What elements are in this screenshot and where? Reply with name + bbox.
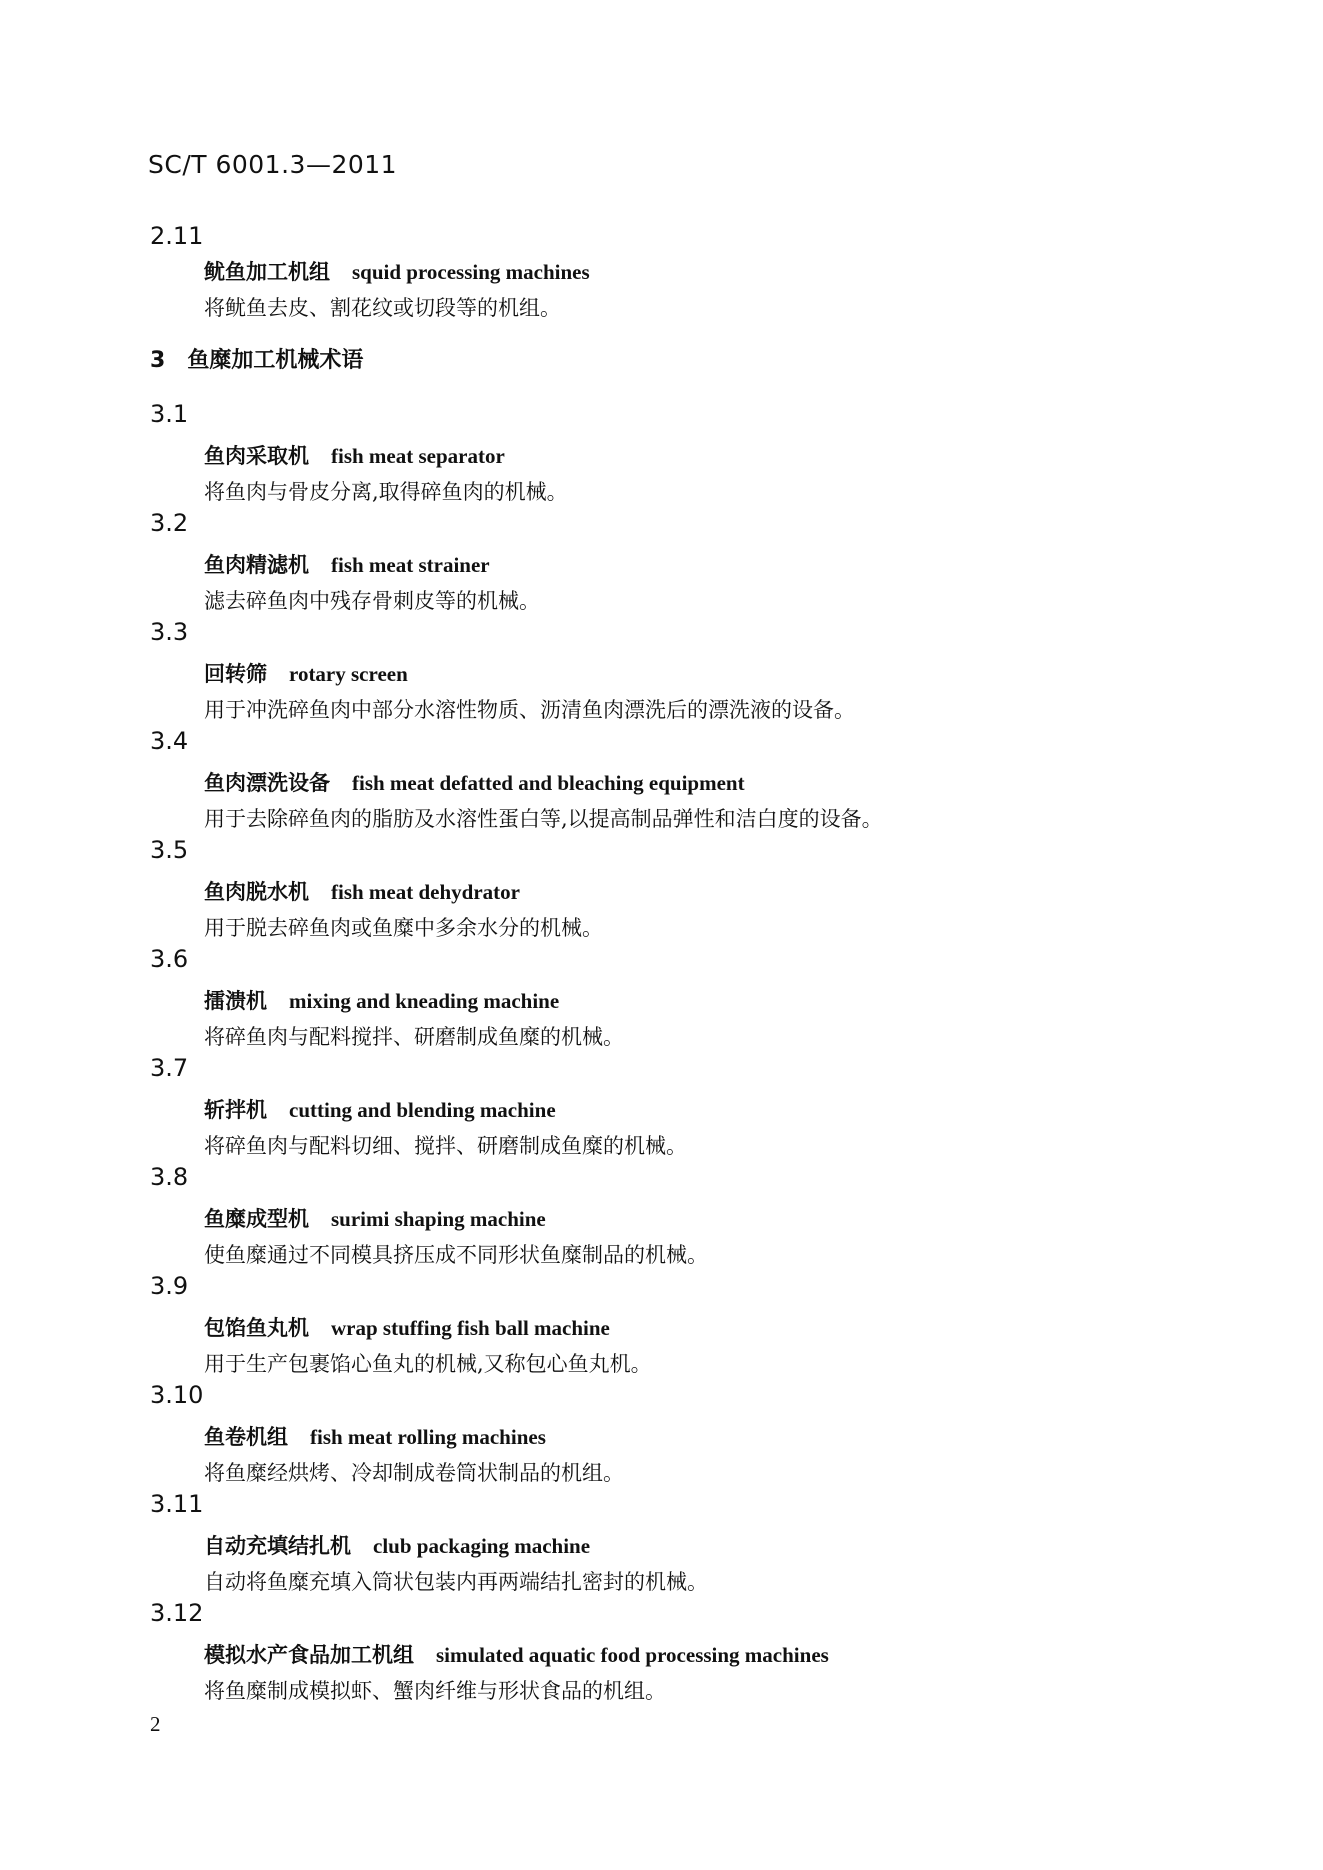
term-english: wrap stuffing fish ball machine [331, 1316, 610, 1340]
term-chinese: 模拟水产食品加工机组 [204, 1643, 414, 1667]
term-definition: 滤去碎鱼肉中残存骨刺皮等的机械。 [204, 589, 540, 613]
term-chinese: 鱼肉采取机 [204, 444, 309, 468]
term-title [204, 767, 745, 797]
term-title [204, 256, 590, 286]
term-chinese: 鱿鱼加工机组 [204, 260, 330, 284]
term-title [204, 1312, 610, 1342]
term-number: 3.7 [150, 1054, 189, 1082]
term-english: rotary screen [289, 662, 408, 686]
term-number: 3.10 [150, 1381, 204, 1409]
section-number: 3 [150, 348, 166, 373]
term-chinese: 鱼肉脱水机 [204, 880, 309, 904]
term-title [204, 1203, 546, 1233]
term-number: 3.9 [150, 1272, 189, 1300]
term-definition: 使鱼糜通过不同模具挤压成不同形状鱼糜制品的机械。 [204, 1243, 708, 1267]
term-english: fish meat defatted and bleaching equipment [352, 771, 745, 795]
term-definition: 将鱼肉与骨皮分离,取得碎鱼肉的机械。 [204, 480, 568, 504]
term-number: 3.5 [150, 836, 189, 864]
term-definition: 用于脱去碎鱼肉或鱼糜中多余水分的机械。 [204, 916, 603, 940]
term-title [204, 658, 408, 688]
term-english: fish meat separator [331, 444, 505, 468]
term-english: fish meat strainer [331, 553, 490, 577]
term-chinese: 鱼卷机组 [204, 1425, 288, 1449]
term-title [204, 440, 505, 470]
term-number: 3.1 [150, 400, 189, 428]
term-chinese: 包馅鱼丸机 [204, 1316, 309, 1340]
term-number: 3.8 [150, 1163, 189, 1191]
term-english: fish meat rolling machines [310, 1425, 546, 1449]
term-number: 3.4 [150, 727, 189, 755]
term-english: squid processing machines [352, 260, 590, 284]
term-chinese: 鱼肉漂洗设备 [204, 771, 330, 795]
term-title [204, 549, 490, 579]
term-chinese: 斩拌机 [204, 1098, 267, 1122]
standard-code: SC/T 6001.3—2011 [148, 150, 398, 179]
term-chinese: 回转筛 [204, 662, 267, 686]
term-definition: 将鱼糜经烘烤、冷却制成卷筒状制品的机组。 [204, 1461, 624, 1485]
term-number: 2.11 [150, 222, 204, 250]
term-english: mixing and kneading machine [289, 989, 560, 1013]
term-definition: 用于去除碎鱼肉的脂肪及水溶性蛋白等,以提高制品弹性和洁白度的设备。 [204, 807, 883, 831]
term-number: 3.12 [150, 1599, 204, 1627]
term-number: 3.11 [150, 1490, 204, 1518]
term-definition: 用于冲洗碎鱼肉中部分水溶性物质、沥清鱼肉漂洗后的漂洗液的设备。 [204, 698, 855, 722]
page-number: 2 [150, 1712, 161, 1736]
term-title [204, 985, 559, 1015]
term-definition: 将鱼糜制成模拟虾、蟹肉纤维与形状食品的机组。 [204, 1679, 666, 1703]
section-title: 鱼糜加工机械术语 [187, 348, 364, 373]
term-definition: 将鱿鱼去皮、割花纹或切段等的机组。 [204, 296, 561, 320]
term-english: club packaging machine [373, 1534, 591, 1558]
term-english: simulated aquatic food processing machines [436, 1643, 829, 1667]
term-english: fish meat dehydrator [331, 880, 520, 904]
term-definition: 将碎鱼肉与配料切细、搅拌、研磨制成鱼糜的机械。 [204, 1134, 687, 1158]
term-number: 3.2 [150, 509, 189, 537]
term-chinese: 鱼肉精滤机 [204, 553, 309, 577]
term-definition: 将碎鱼肉与配料搅拌、研磨制成鱼糜的机械。 [204, 1025, 624, 1049]
term-title [204, 1530, 590, 1560]
term-chinese: 鱼糜成型机 [204, 1207, 309, 1231]
section-heading [150, 343, 363, 374]
term-english: cutting and blending machine [289, 1098, 556, 1122]
term-title [204, 1639, 829, 1669]
term-chinese: 擂溃机 [204, 989, 267, 1013]
term-number: 3.6 [150, 945, 189, 973]
term-number: 3.3 [150, 618, 189, 646]
term-definition: 自动将鱼糜充填入筒状包装内再两端结扎密封的机械。 [204, 1570, 708, 1594]
term-english: surimi shaping machine [331, 1207, 546, 1231]
term-title [204, 1421, 546, 1451]
term-chinese: 自动充填结扎机 [204, 1534, 351, 1558]
term-definition: 用于生产包裹馅心鱼丸的机械,又称包心鱼丸机。 [204, 1352, 652, 1376]
term-title [204, 1094, 556, 1124]
term-title [204, 876, 520, 906]
